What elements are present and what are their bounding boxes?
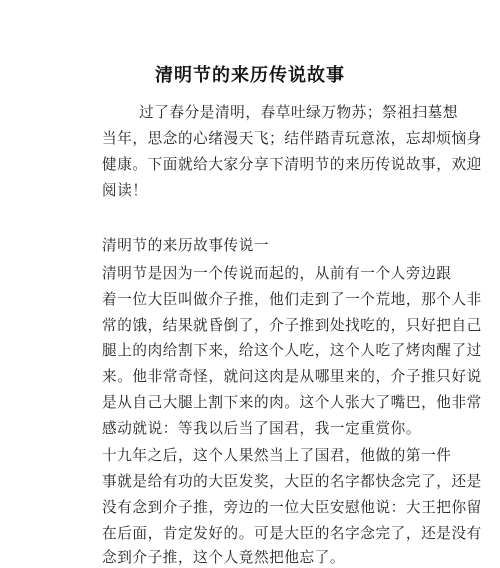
paragraph-line: 念到介子推，这个人竟然把他忘了。 — [102, 549, 346, 566]
paragraph-line: 是从自己大腿上割下来的肉。这个人张大了嘴巴，他非常 — [102, 394, 482, 411]
paragraph-line: 在后面，肯定发好的。可是大臣的名字念完了，还是没有 — [102, 525, 482, 542]
section-heading: 清明节的来历故事传说一 — [102, 237, 270, 254]
paragraph-line: 事就是给有功的大臣发奖，大臣的名字都快念完了，还是 — [102, 473, 482, 490]
intro-line: 当年，思念的心绪漫天飞；结伴踏青玩意浓，忘却烦恼身 — [102, 130, 482, 147]
paragraph-line: 没有念到介子推，旁边的一位大臣安慰他说：大王把你留 — [102, 499, 482, 516]
intro-line: 阅读！ — [102, 182, 148, 199]
paragraph-line: 着一位大臣叫做介子推，他们走到了一个荒地，那个人非 — [102, 291, 482, 308]
paragraph-line: 十九年之后，这个人果然当上了国君，他做的第一件 — [102, 447, 452, 464]
paragraph-line: 常的饿，结果就昏倒了，介子推到处找吃的，只好把自己 — [102, 317, 482, 334]
paragraph-line: 感动就说：等我以后当了国君，我一定重赏你。 — [102, 420, 422, 437]
intro-line: 健康。下面就给大家分享下清明节的来历传说故事，欢迎 — [102, 156, 482, 173]
paragraph-line: 来。他非常奇怪，就问这肉是从哪里来的，介子推只好说 — [102, 368, 482, 385]
document-title: 清明节的来历传说故事 — [155, 65, 345, 86]
paragraph-line: 腿上的肉给割下来，给这个人吃，这个人吃了烤肉醒了过 — [102, 342, 482, 359]
intro-line: 过了春分是清明，春草吐绿万物苏；祭祖扫墓想 — [139, 104, 459, 121]
paragraph-line: 清明节是因为一个传说而起的，从前有一个人旁边跟 — [102, 265, 452, 282]
